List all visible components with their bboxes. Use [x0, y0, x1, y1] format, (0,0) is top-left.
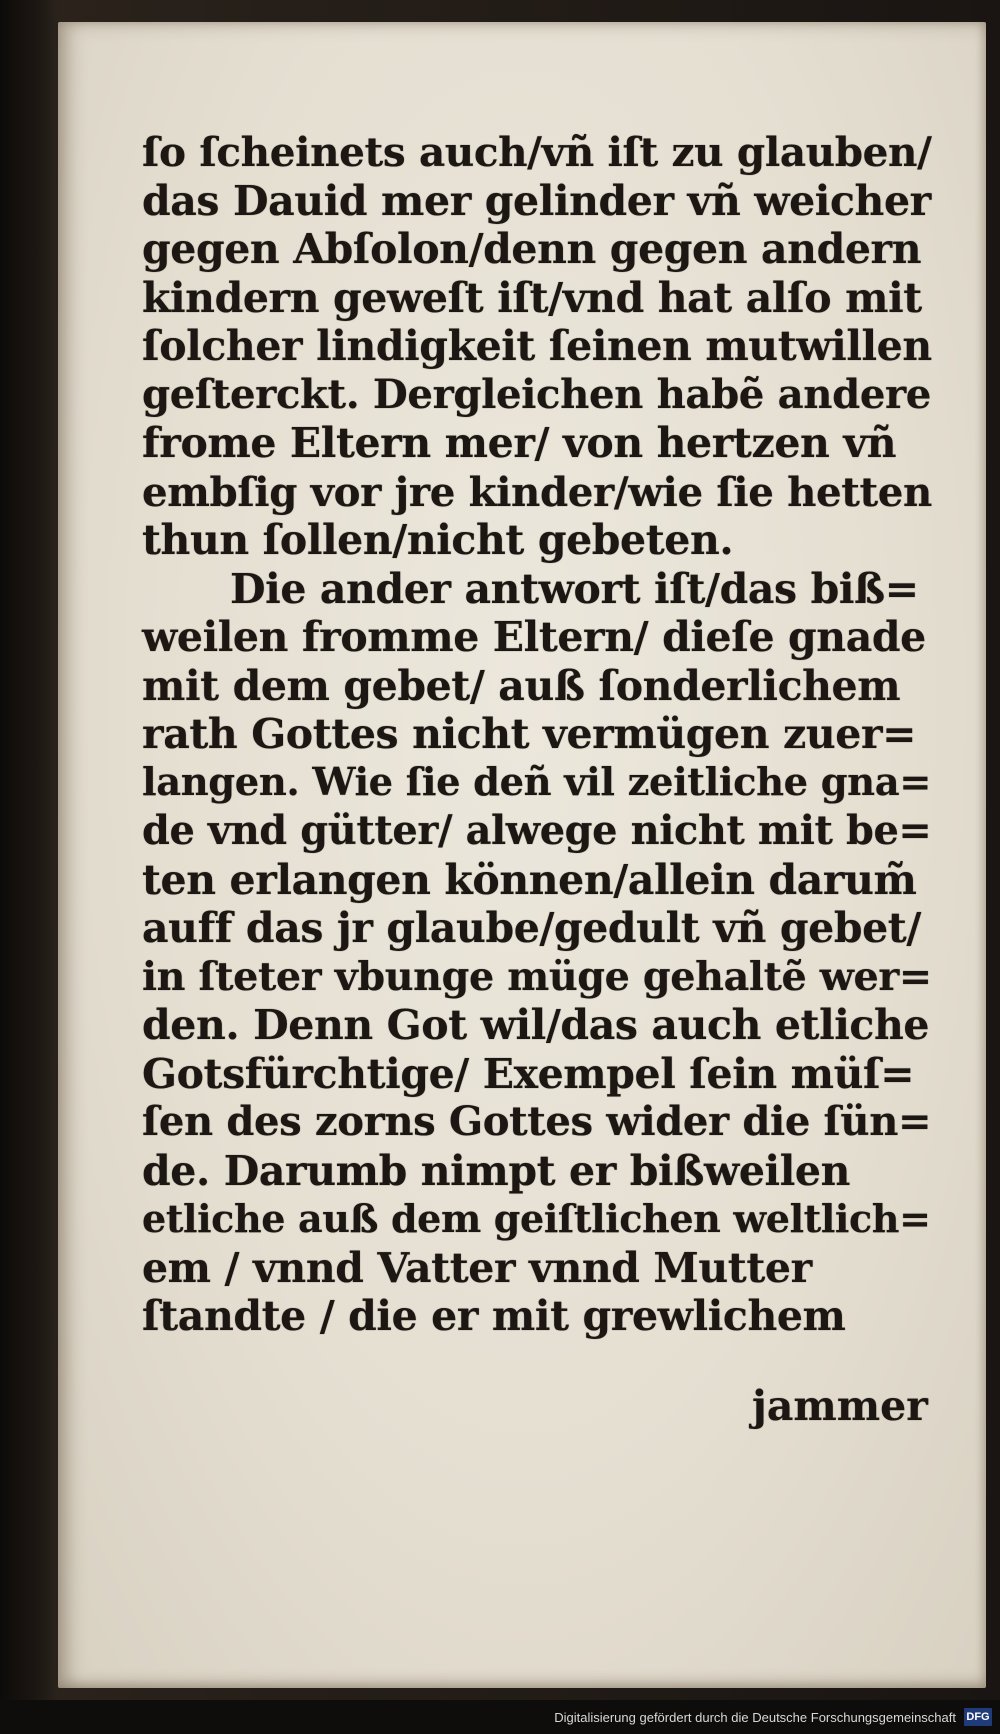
- text-line: ſolcher lindigkeit ſeinen mutwillen: [142, 322, 932, 370]
- text-line: ten erlangen können/allein darum̃: [142, 855, 917, 904]
- text-line: ſtandte / die er mit grewlichem: [142, 1292, 846, 1340]
- text-line: gegen Abſolon/denn gegen andern: [142, 225, 922, 273]
- text-line: langen. Wie ſie deñ vil zeitliche gna=: [142, 759, 932, 805]
- text-line: in ſteter vbunge müge gehaltẽ wer=: [142, 953, 932, 1000]
- text-line: kindern geweſt iſt/vnd hat alſo mit: [142, 273, 922, 322]
- page-text-block: [142, 128, 932, 1341]
- text-line: auff das jr glaube/gedult vñ gebet/: [142, 904, 921, 952]
- text-line: den. Denn Got wil/das auch etliche: [142, 1001, 930, 1049]
- text-line: thun ſollen/nicht gebeten.: [142, 516, 734, 564]
- text-line: etliche auß dem geiſtlichen weltlich=: [142, 1196, 931, 1241]
- text-line: rath Gottes nicht vermügen zuer=: [142, 710, 917, 758]
- text-line: Die ander antwort iſt/das biß=: [230, 564, 919, 613]
- text-line: embſig vor jre kinder/wie ſie hetten: [142, 467, 932, 516]
- text-line: das Dauid mer gelinder vñ weicher: [142, 176, 931, 225]
- text-line: Gotsfürchtige/ Exempel ſein müſ=: [142, 1049, 915, 1098]
- text-line: mit dem gebet/ auß ſonderlichem: [142, 661, 901, 710]
- text-line: geſterckt. Dergleichen habẽ andere: [142, 370, 931, 418]
- book-spine-shadow: [0, 0, 58, 1700]
- dfg-logo-icon: DFG: [964, 1708, 992, 1726]
- text-line: de. Darumb nimpt er bißweilen: [142, 1146, 850, 1195]
- text-line: ſen des zorns Gottes wider die ſün=: [142, 1098, 932, 1145]
- text-line: em / vnnd Vatter vnnd Mutter: [142, 1243, 812, 1292]
- catchword: jammer: [752, 1382, 928, 1430]
- text-line: ſo ſcheinets auch/vñ iſt zu glauben/: [142, 128, 932, 176]
- text-line: de vnd gütter/ alwege nicht mit be=: [142, 808, 932, 854]
- text-line: frome Eltern mer/ von hertzen vñ: [142, 419, 897, 467]
- text-line: weilen fromme Eltern/ dieſe gnade: [142, 613, 926, 661]
- digitization-credit: Digitalisierung gefördert durch die Deutsche Forschungsgemeinschaft: [554, 1710, 956, 1725]
